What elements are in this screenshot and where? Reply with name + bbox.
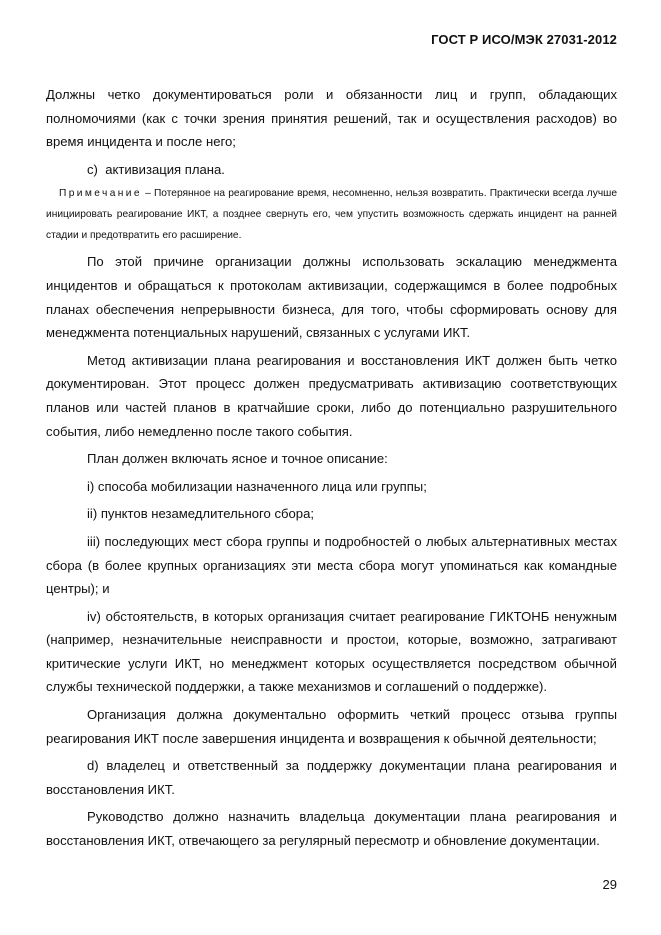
paragraph-recall: Организация должна документально оформить четкий процесс отзыва группы реагирования ИКТ после завершения инцидента и возвращения к обычной деятельности; [46,707,617,746]
note-text: – Потерянное на реагирование время, несомненно, нельзя возвратить. Практически всегда лучше инициировать реагирование ИКТ, а позднее свернуть его, чем упустить возможность сдержать инцидент на ранней стадии и предотвратить его расширение. [46,188,617,242]
list-item-i: i) способа мобилизации назначенного лица или группы; [87,478,427,494]
list-item-c-text: активизация плана. [105,161,225,177]
list-item-d: d) владелец и ответственный за поддержку документации плана реагирования и восстановления ИКТ. [46,758,617,797]
standard-header: ГОСТ Р ИСО/МЭК 27031-2012 [431,32,617,47]
note [46,183,617,246]
list-item-ii: ii) пунктов незамедлительного сбора; [87,506,314,522]
paragraph-owner: Руководство должно назначить владельца документации плана реагирования и восстановления ИКТ, отвечающего за регулярный пересмотр и обновление документации. [46,809,617,849]
paragraph-plan-description: План должен включать ясное и точное описание: [87,451,388,467]
list-item-c-marker: с) [87,161,98,177]
list-item-iv: iv) обстоятельств, в которых организация считает реагирование ГИКТОНБ ненужным (например, незначительные неисправности и простои, которые, возможно, затрагивают критические услуги ИКТ, но менеджмент которых осуществляется посредством обычной службы технической поддержки, а также механизмов и соглашений о поддержке). [46,608,617,695]
paragraph-roles: Должны четко документироваться роли и обязанности лиц и групп, обладающих полномочиями (как с точки зрения принятия решений, так и осуществления расходов) во время инцидента и после него; [46,87,617,150]
document-body [46,83,617,853]
page-number: 29 [602,877,617,892]
list-item-iii: iii) последующих мест сбора группы и подробностей о любых альтернативных местах сбора (в более крупных организациях эти места сбора могут упоминаться как командные центры); и [46,533,617,597]
list-item-c [46,158,617,182]
paragraph-activation-method: Метод активизации плана реагирования и восстановления ИКТ должен быть четко документирован. Этот процесс должен предусматривать активизацию соответствующих планов или частей планов в кратчайшие сроки, либо до потенциально разрушительного события, либо немедленно после такого события. [46,352,617,439]
paragraph-escalation: По этой причине организации должны использовать эскалацию менеджмента инцидентов и обращаться к протоколам активизации, содержащимся в более подробных планах обеспечения непрерывности бизнеса, для того, чтобы сформировать основу для менеджмента потенциальных нарушений, связанных с услугами ИКТ. [46,254,617,341]
note-label: Примечание [59,188,142,200]
